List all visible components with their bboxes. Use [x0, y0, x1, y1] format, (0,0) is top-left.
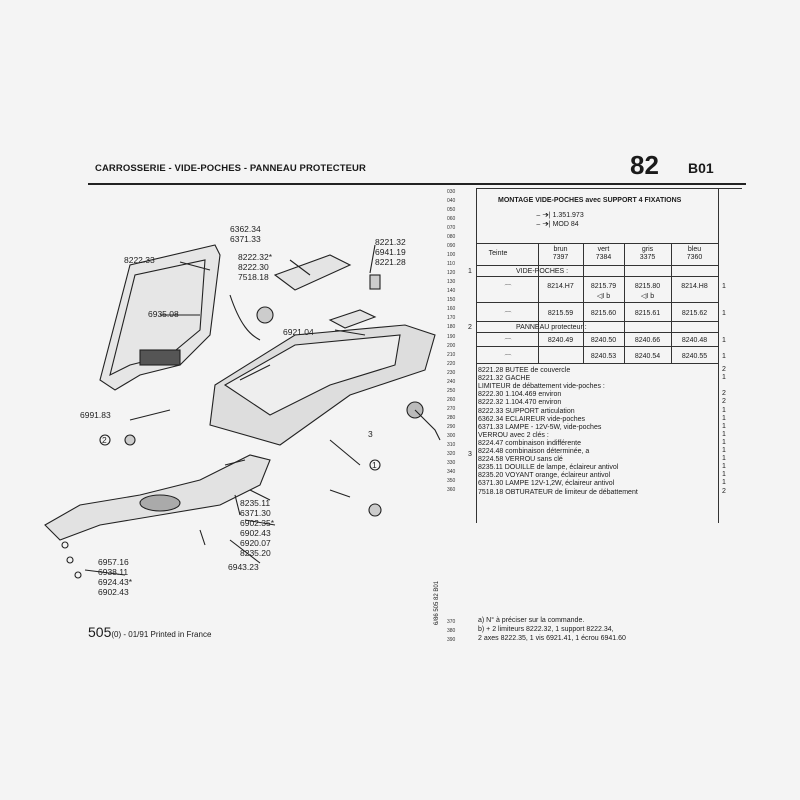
- part-label: 6921.04: [283, 327, 314, 337]
- header-rule: [88, 183, 746, 185]
- line-number: 040: [447, 198, 456, 205]
- part-qty: 1: [722, 406, 726, 414]
- ref-cell: 8240.48: [681, 337, 708, 344]
- note-b-cont: 2 axes 8222.35, 1 vis 6921.41, 1 écrou 6941.60: [478, 635, 626, 642]
- line-number: 390: [447, 637, 456, 643]
- part-row: 8222.32 1.104.470 environ: [478, 399, 562, 407]
- line-number: 060: [447, 216, 456, 223]
- part-row: 8235.11 DOUILLE de lampe, éclaireur antivol: [478, 464, 619, 472]
- range-2: ⌢ ➔| MOD 84: [536, 221, 579, 228]
- panel-icon: ⌒: [504, 355, 512, 362]
- part-qty: 1: [722, 479, 726, 487]
- line-number: 160: [447, 306, 456, 313]
- part-qty: 1: [722, 463, 726, 471]
- group-number: 3: [468, 451, 472, 458]
- part-label: 6957.16: [98, 557, 129, 567]
- line-number: 370: [447, 619, 456, 625]
- line-number: 110: [447, 261, 455, 268]
- line-number: 200: [447, 342, 456, 349]
- part-qty: 2: [722, 390, 726, 398]
- part-qty: 1: [722, 414, 726, 422]
- page-number: 82: [630, 150, 659, 180]
- part-qty: 2: [722, 487, 726, 495]
- line-number: 150: [447, 297, 456, 304]
- line-number: 250: [447, 387, 456, 394]
- callout-2: 2: [102, 435, 107, 445]
- line-number: 290: [447, 423, 456, 430]
- part-row: 8221.28 BUTEE de couvercle: [478, 367, 571, 374]
- part-qty: 1: [722, 438, 726, 446]
- part-qty: 1: [722, 374, 726, 382]
- part-row: 8235.20 VOYANT orange, éclaireur antivol: [478, 472, 611, 480]
- part-row: 8222.33 SUPPORT articulation: [478, 407, 575, 415]
- part-row: 7518.18 OBTURATEUR de limiteur de débattement: [478, 488, 638, 496]
- part-qty: 1: [722, 471, 726, 479]
- ref-cell: 8240.53: [590, 353, 617, 360]
- group-title: VIDE-POCHES :: [516, 268, 569, 275]
- part-label: 8235.11: [240, 498, 271, 508]
- parts-table: [468, 188, 742, 523]
- part-row: VERROU avec 2 clés :: [478, 431, 549, 439]
- exploded-parts-diagram: [30, 225, 455, 605]
- part-label: 8222.33: [124, 255, 155, 265]
- line-number: 120: [447, 270, 456, 277]
- group-number: 2: [468, 324, 472, 331]
- line-number: 230: [447, 369, 456, 376]
- part-label: 8222.32*: [238, 252, 273, 262]
- ref-cell: 8215.61: [634, 310, 661, 317]
- line-number-column: [447, 188, 471, 495]
- ref-cell: 8215.80: [634, 283, 661, 290]
- part-label: 8222.30: [238, 262, 269, 272]
- part-label: 6920.07: [240, 538, 271, 548]
- part-label: 6991.83: [80, 410, 111, 420]
- qty: 1: [722, 353, 726, 360]
- part-label: 8221.32: [375, 237, 406, 247]
- line-number: 080: [447, 234, 456, 241]
- note-cell: ◁I b: [640, 293, 655, 300]
- color-code: 7360: [686, 254, 703, 261]
- line-number: 330: [447, 459, 456, 466]
- ref-cell: 8240.49: [547, 337, 574, 344]
- part-row: 8222.30 1.104.469 environ: [478, 391, 562, 399]
- line-number: 050: [447, 207, 456, 214]
- callout-3: 3: [368, 429, 373, 439]
- note-cell: ◁I b: [596, 293, 611, 300]
- line-number: 380: [447, 628, 456, 634]
- page-title: CARROSSERIE - VIDE-POCHES - PANNEAU PROTECTEUR: [95, 163, 366, 174]
- part-label: 6943.23: [228, 562, 259, 572]
- line-number: 260: [447, 396, 456, 403]
- part-label: 6941.19: [375, 247, 406, 257]
- ref-cell: 8240.50: [590, 337, 617, 344]
- ref-cell: 8215.79: [590, 283, 617, 290]
- line-number: 180: [447, 324, 456, 331]
- part-row: 6371.33 LAMPE - 12V-5W, vide-poches: [478, 423, 602, 431]
- ref-cell: 8215.60: [590, 310, 617, 317]
- line-number: 300: [447, 432, 456, 439]
- part-label: 8235.20: [240, 548, 271, 558]
- line-number: 090: [447, 243, 456, 250]
- part-qty: 1: [722, 430, 726, 438]
- ref-cell: 8214.H7: [547, 283, 574, 290]
- part-label: 6902.35*: [240, 518, 275, 528]
- color-gris: gris: [641, 246, 654, 253]
- line-number: 310: [447, 441, 456, 448]
- part-qty: 2: [722, 366, 726, 373]
- part-row: 8224.48 combinaison déterminée, a: [478, 448, 590, 455]
- qty: 1: [722, 310, 726, 317]
- part-row: LIMITEUR de débattement vide-poches :: [478, 383, 605, 391]
- line-number: 030: [447, 189, 456, 195]
- part-label: 6902.43: [98, 587, 129, 597]
- part-qty: 1: [722, 455, 726, 463]
- footer: 505(0) - 01/91 Printed in France: [88, 624, 212, 640]
- line-number: 210: [447, 351, 456, 358]
- part-label: 6924.43*: [98, 577, 133, 587]
- color-vert: vert: [597, 246, 610, 253]
- part-row: 8221.32 GACHE: [478, 375, 531, 383]
- part-row: 6371.30 LAMPE 12V-1,2W, éclaireur antivol: [478, 480, 615, 488]
- page-code: B01: [688, 160, 714, 176]
- color-brun: brun: [553, 246, 568, 253]
- ref-cell: 8240.55: [681, 353, 708, 360]
- part-qty: 1: [722, 447, 726, 454]
- panel-icon: ⌒: [504, 339, 512, 346]
- ref-cell: 8215.59: [547, 310, 574, 317]
- part-row: 8224.47 combinaison indifférente: [478, 439, 582, 447]
- color-code: 3375: [639, 254, 656, 261]
- part-label: 6362.34: [230, 225, 261, 234]
- line-number: 170: [447, 315, 456, 322]
- part-row: 6362.34 ECLAIREUR vide-poches: [478, 415, 586, 423]
- part-label: 6371.33: [230, 234, 261, 244]
- line-number: 350: [447, 478, 456, 484]
- qty: 1: [722, 337, 726, 344]
- teinte-label: Teinte: [488, 250, 508, 257]
- part-label: 6938.11: [98, 567, 129, 577]
- part-label: 6371.30: [240, 508, 271, 518]
- tray-icon: ⌒: [504, 285, 512, 292]
- line-number: 070: [447, 225, 456, 232]
- color-code: 7397: [552, 254, 569, 261]
- ref-cell: 8240.54: [634, 353, 661, 360]
- part-row: 8224.58 VERROU sans clé: [478, 456, 563, 464]
- montage-title: MONTAGE VIDE-POCHES avec SUPPORT 4 FIXATIONS: [498, 197, 682, 204]
- note-b: b) + 2 limiteurs 8222.32, 1 support 8222.34,: [478, 626, 614, 633]
- color-bleu: bleu: [687, 246, 702, 253]
- note-a: a) N° à préciser sur la commande.: [478, 617, 585, 624]
- line-number: 320: [447, 450, 456, 457]
- qty: 1: [722, 283, 726, 290]
- part-label: 8221.28: [375, 257, 406, 267]
- line-number: 280: [447, 414, 456, 421]
- part-label: 6935.08: [148, 309, 179, 319]
- line-number: 130: [447, 279, 456, 286]
- range-1: ⌢ ➔| 1.351.973: [536, 212, 584, 219]
- line-number: 270: [447, 405, 456, 412]
- line-number: 190: [447, 333, 456, 340]
- callout-1: 1: [372, 460, 377, 470]
- part-qty: 1: [722, 422, 726, 430]
- tray-icon: ⌒: [504, 312, 512, 319]
- line-number: 360: [447, 487, 456, 494]
- group-title: PANNEAU protecteur :: [516, 324, 587, 331]
- side-reference: 6/86 505 82 B01: [434, 580, 440, 625]
- line-number: 100: [447, 252, 456, 259]
- ref-cell: 8240.66: [634, 337, 661, 344]
- ref-cell: 8214.H8: [681, 283, 708, 290]
- line-number: 340: [447, 468, 456, 475]
- color-code: 7384: [595, 254, 612, 261]
- part-qty: 2: [722, 398, 726, 406]
- line-number: 240: [447, 378, 456, 385]
- part-label: 7518.18: [238, 272, 269, 282]
- part-label: 6902.43: [240, 528, 271, 538]
- line-number: 140: [447, 288, 456, 295]
- line-number: 220: [447, 360, 456, 367]
- footer-line-numbers: [447, 618, 469, 645]
- group-number: 1: [468, 268, 472, 275]
- ref-cell: 8215.62: [681, 310, 708, 317]
